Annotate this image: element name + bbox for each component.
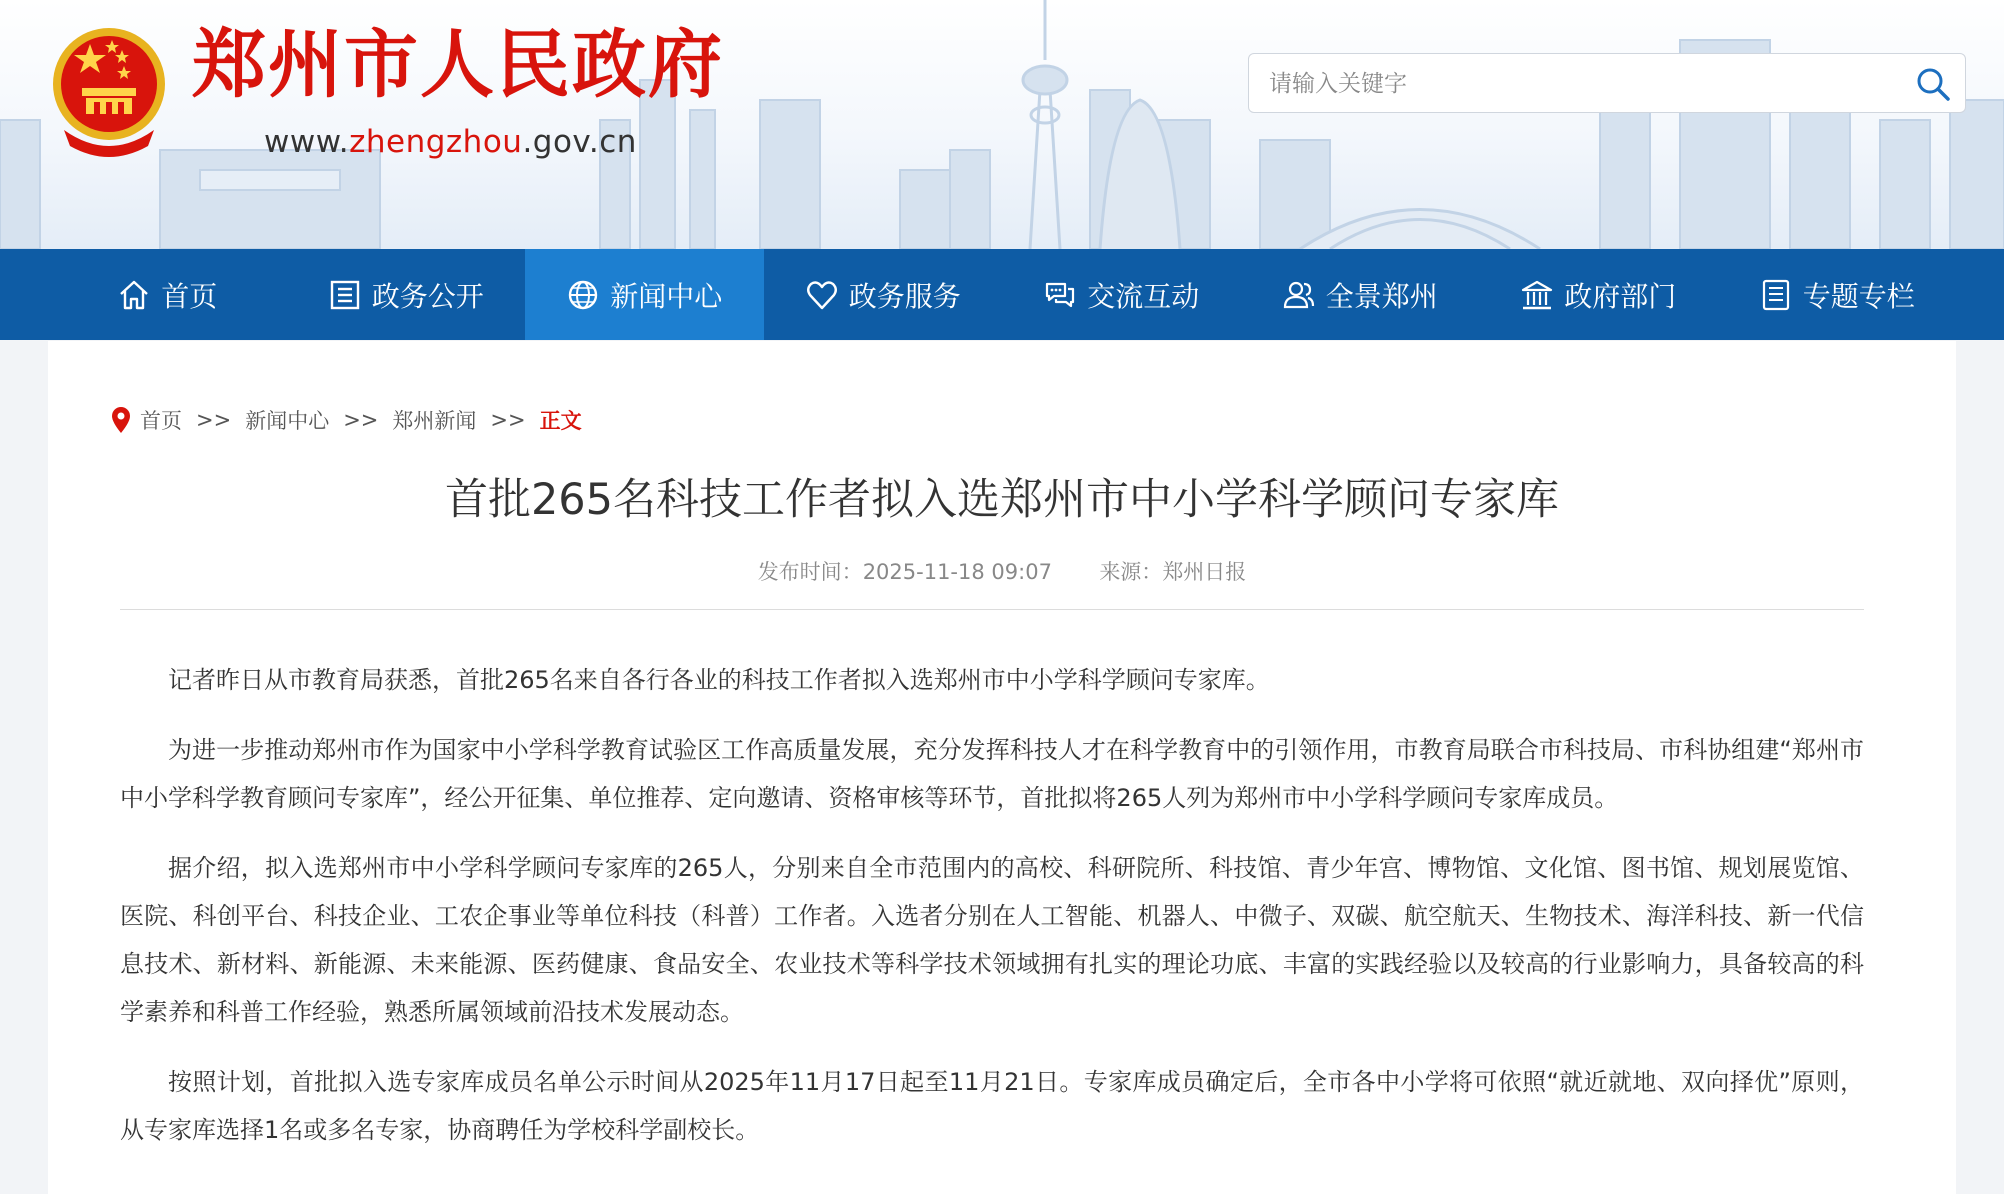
nav-item-government-affairs[interactable] (287, 249, 526, 340)
nav-label: 专题专栏 (1802, 279, 1915, 313)
article-body (120, 656, 1864, 1176)
publish-label: 发布时间： (757, 560, 863, 584)
nav-label: 政务公开 (371, 279, 484, 313)
publish-time: 2025-11-18 09:07 (862, 560, 1052, 584)
nav-item-panorama[interactable] (1241, 249, 1480, 340)
nav-item-home[interactable] (48, 249, 287, 340)
nav-item-news-center[interactable] (525, 249, 764, 340)
article-paragraph: 按照计划，首批拟入选专家库成员名单公示时间从2025年11月17日起至11月21日。专家库成员确定后，全市各中小学将可依照“就近就地、双向择优”原则，从专家库选择1名或多名专家，协商聘任为学校科学副校长。 (120, 1068, 1864, 1144)
nav-item-interaction[interactable] (1002, 249, 1241, 340)
nav-label: 全景郑州 (1325, 279, 1438, 313)
site-url (264, 124, 637, 160)
article-paragraph: 记者昨日从市教育局获悉，首批265名来自各行各业的科技工作者拟入选郑州市中小学科学顾问专家库。 (168, 666, 1270, 694)
chat-bubbles-icon (1043, 278, 1077, 312)
url-prefix: www. (264, 124, 350, 160)
nav-item-special-topics[interactable] (1718, 249, 1957, 340)
article-panel (48, 341, 1956, 1194)
source-label: 来源： (1099, 560, 1163, 584)
breadcrumb-separator: >> (196, 408, 232, 432)
column-list-icon (1759, 278, 1793, 312)
url-highlight: zhengzhou (349, 124, 523, 160)
breadcrumb-zhengzhou-news[interactable]: 郑州新闻 (392, 409, 477, 433)
search-box (1248, 53, 1966, 113)
article-paragraph: 据介绍，拟入选郑州市中小学科学顾问专家库的265人，分别来自全市范围内的高校、科研院所、科技馆、青少年宫、博物馆、文化馆、图书馆、规划展览馆、医院、科创平台、科技企业、工农企事业等单位科技（科普）工作者。入选者分别在人工智能、机器人、中微子、双碳、航空航天、生物技术、海洋科技、新一代信息技术、新材料、新能源、未来能源、医药健康、食品安全、农业技术等科学技术领域拥有扎实的理论功底、丰富的实践经验以及较高的行业影响力，具备较高的科学素养和科普工作经验，熟悉所属领域前沿技术发展动态。 (120, 854, 1864, 1026)
title-divider (120, 609, 1864, 610)
breadcrumb-news-center[interactable]: 新闻中心 (245, 409, 330, 433)
nav-item-government-services[interactable] (764, 249, 1003, 340)
url-suffix: .gov.cn (522, 124, 637, 160)
site-header (0, 0, 2004, 249)
site-title: 郑州市人民政府 (192, 22, 724, 108)
breadcrumb-current: 正文 (539, 409, 582, 433)
nav-label: 政府部门 (1564, 279, 1677, 313)
search-input[interactable] (1267, 54, 1871, 114)
breadcrumb-separator: >> (490, 408, 526, 432)
nav-label: 政务服务 (848, 279, 961, 313)
nav-label: 交流互动 (1087, 279, 1200, 313)
nav-item-departments[interactable] (1479, 249, 1718, 340)
location-pin-icon (110, 406, 132, 434)
source-name: 郑州日报 (1162, 560, 1247, 584)
article-paragraph: 为进一步推动郑州市作为国家中小学科学教育试验区工作高质量发展，充分发挥科技人才在科学教育中的引领作用，市教育局联合市科技局、市科协组建“郑州市中小学科学教育顾问专家库”，经公开征集、单位推荐、定向邀请、资格审核等环节，首批拟将265人列为郑州市中小学科学顾问专家库成员。 (120, 736, 1864, 812)
breadcrumb-home[interactable]: 首页 (140, 409, 182, 433)
article-meta (48, 556, 1956, 586)
building-icon (1520, 278, 1554, 312)
breadcrumb (110, 405, 582, 435)
main-nav (0, 249, 2004, 340)
people-icon (1282, 278, 1316, 312)
heart-icon (805, 278, 839, 312)
document-list-icon (328, 278, 362, 312)
search-icon[interactable] (1915, 66, 1951, 102)
article-title: 首批265名科技工作者拟入选郑州市中小学科学顾问专家库 (444, 475, 1560, 525)
nav-label: 新闻中心 (610, 279, 723, 313)
national-emblem-logo (50, 22, 168, 162)
nav-label: 首页 (161, 279, 218, 313)
globe-icon (566, 278, 600, 312)
breadcrumb-separator: >> (343, 408, 379, 432)
home-icon (117, 278, 151, 312)
